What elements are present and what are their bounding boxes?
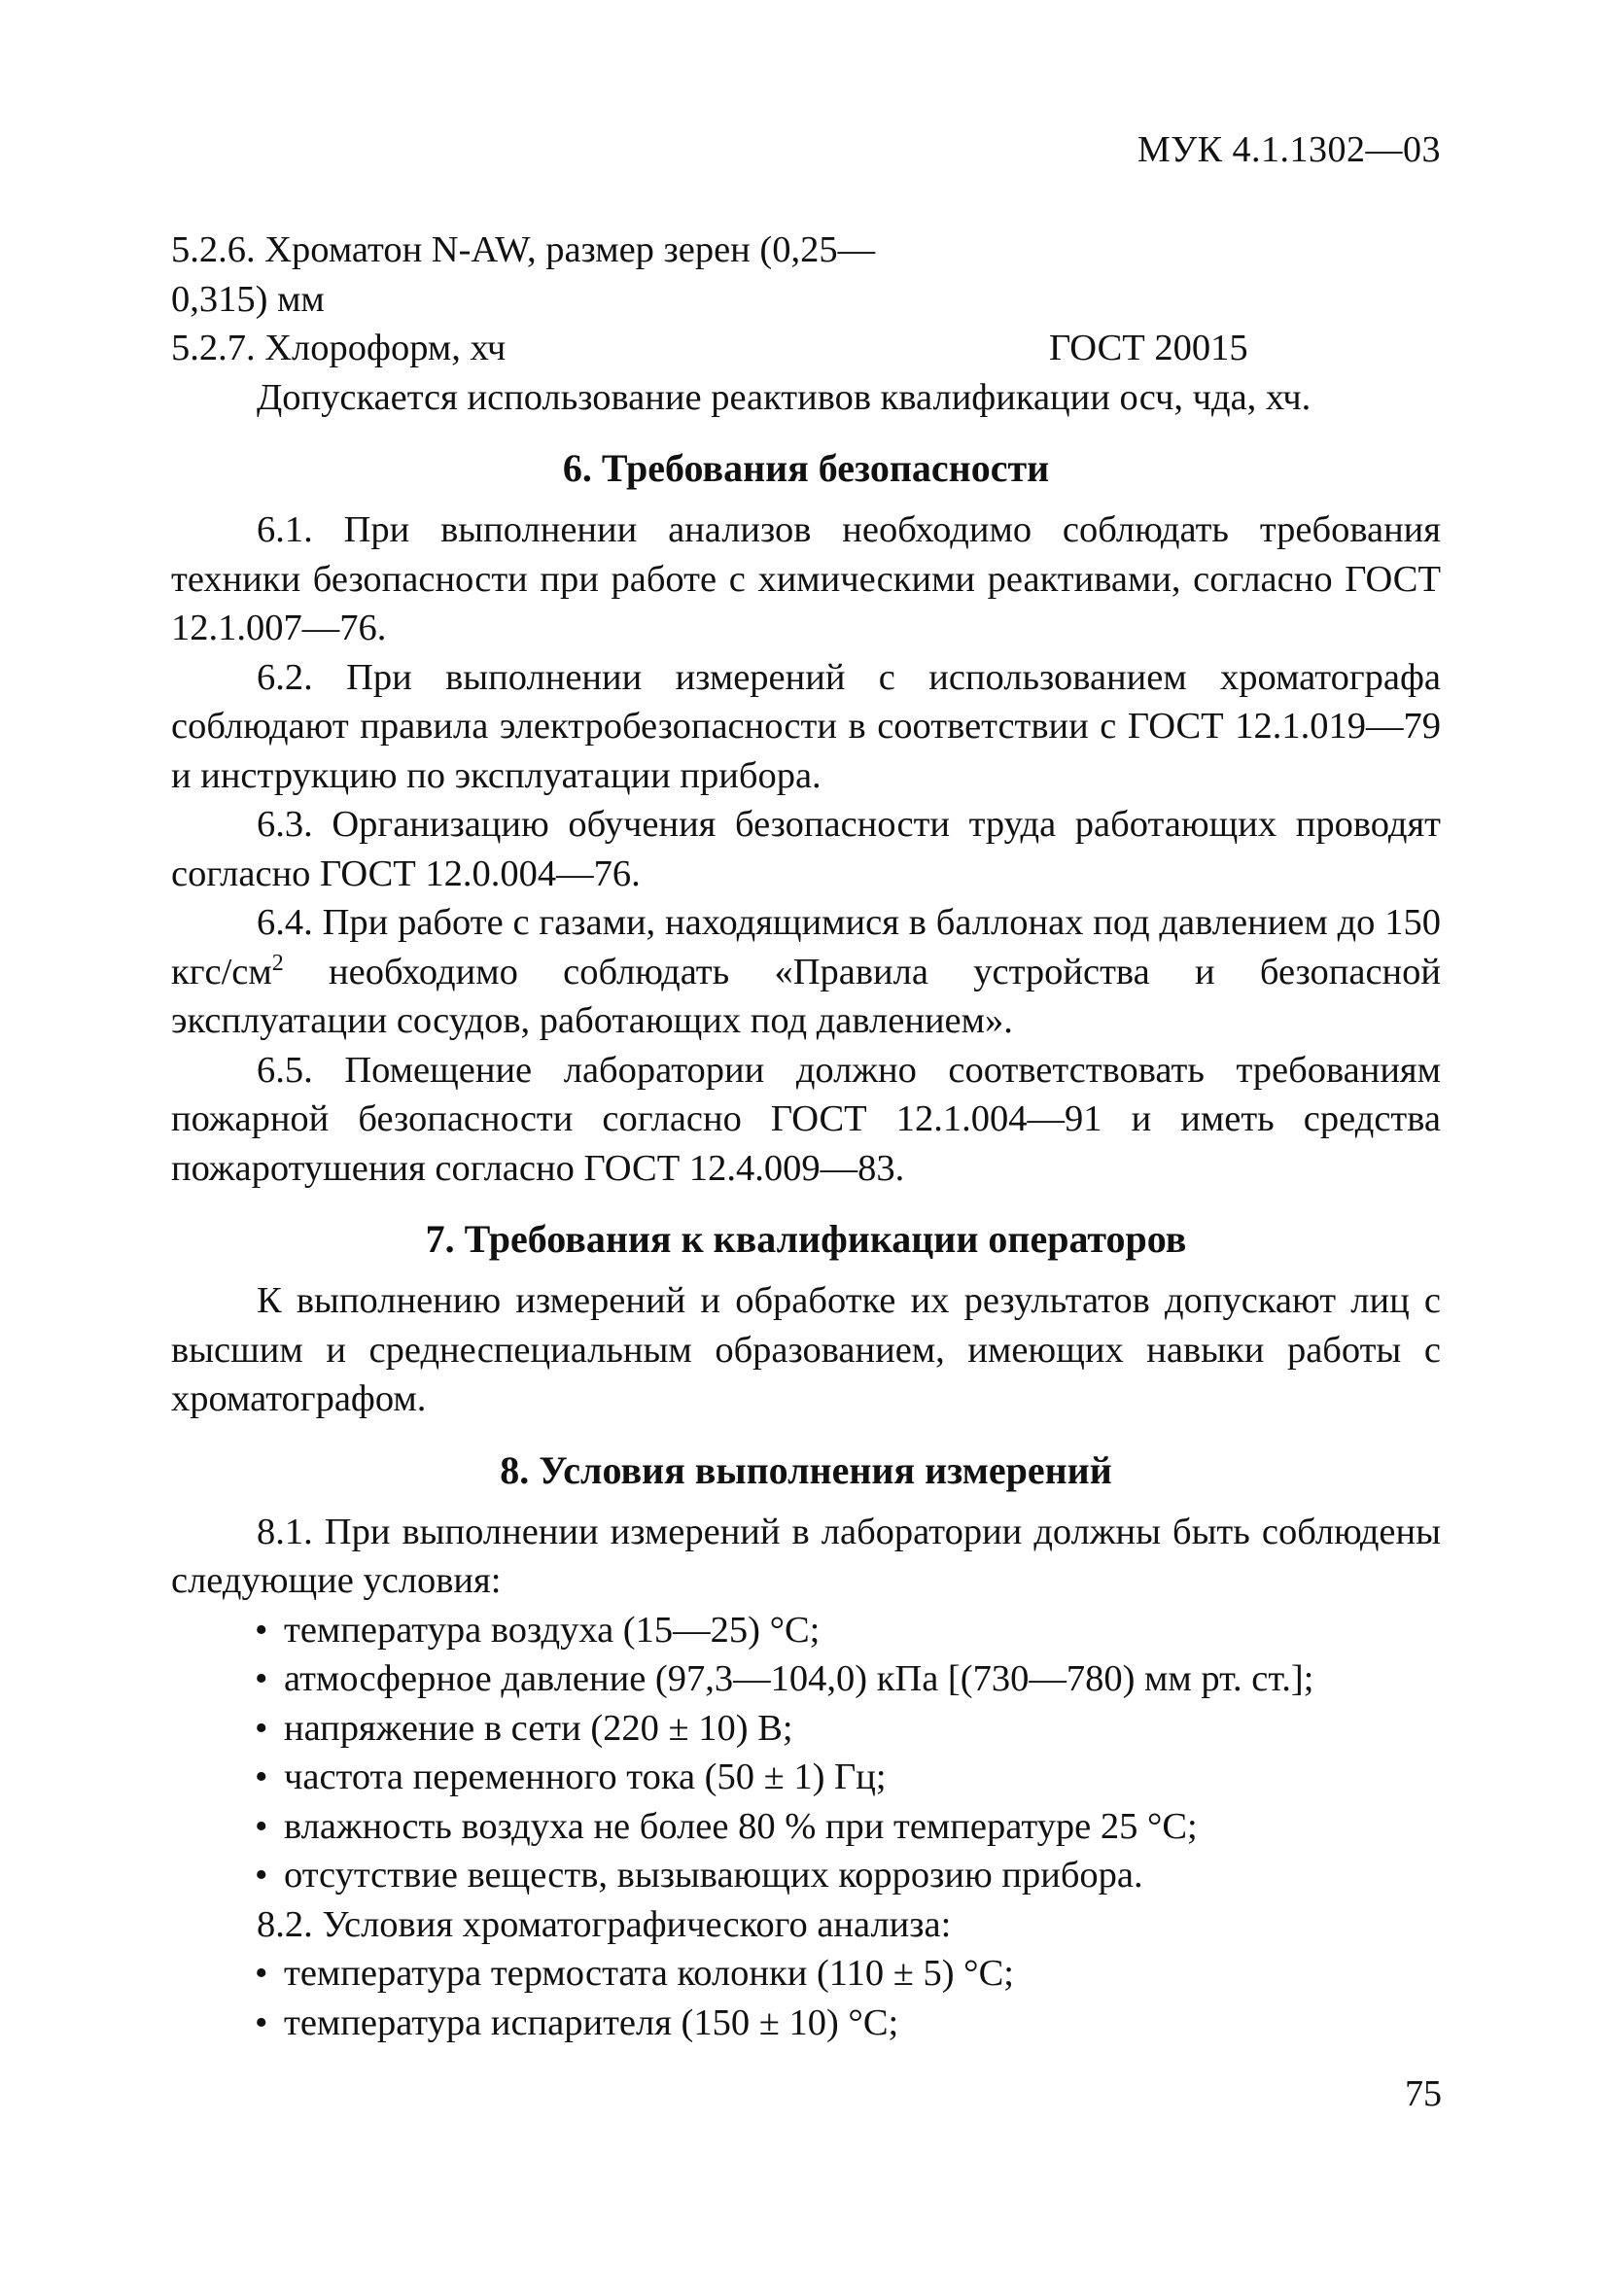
list-item (255, 1606, 1441, 1655)
reagent-5-2-7-row (171, 324, 1441, 373)
bullet-icon: • (255, 1757, 268, 1797)
paragraph-8-2: 8.2. Условия хроматографического анализа: (257, 1903, 952, 1945)
page-number: 75 (1405, 2073, 1442, 2114)
list-item-text: влажность воздуха не более 80 % при температуре 25 °С; (284, 1805, 1198, 1847)
paragraph-7: К выполнению измерений и обработке их результатов допускают лиц с высшим и среднеспециальным образованием, имеющих навыки работы с хроматографом. (171, 1280, 1441, 1419)
paragraph-6-4-part1: 6.4. При работе с газами, находящимися в баллонах под давлением до 150 кгс/см (171, 902, 1441, 992)
list-item-text: температура испарителя (150 ± 10) °С; (284, 2001, 899, 2043)
bullet-icon: • (255, 1805, 268, 1847)
list-item-text: температура воздуха (15—25) °С; (284, 1609, 821, 1651)
reagent-5-2-6-line2: 0,315) мм (171, 278, 325, 320)
bullet-icon: • (255, 1707, 268, 1749)
bullet-icon: • (255, 2001, 268, 2043)
section-7-title: 7. Требования к квалификации операторов (425, 1217, 1187, 1261)
list-item (255, 1704, 1441, 1754)
list-item (255, 1753, 1441, 1802)
paragraph-8-1: 8.1. При выполнении измерений в лаборатории должны быть соблюдены следующие условия: (171, 1511, 1441, 1601)
list-item (255, 1999, 1441, 2048)
paragraph-6-5: 6.5. Помещение лаборатории должно соответствовать требованиям пожарной безопасности согласно ГОСТ 12.1.004—91 и иметь средства пожаротушения согласно ГОСТ 12.4.009—83. (171, 1049, 1441, 1189)
list-item (255, 1654, 1441, 1704)
bullet-icon: • (255, 1953, 268, 1994)
bullet-icon: • (255, 1609, 268, 1651)
list-item (255, 1851, 1441, 1900)
chromatography-conditions-list (171, 1949, 1441, 2047)
reagent-5-2-6-line1: 5.2.6. Хроматон N-AW, размер зерен (0,25— (171, 229, 876, 270)
paragraph-6-4-part2: необходимо соблюдать «Правила устройства и безопасной эксплуатации сосудов, работающих под давлением». (171, 951, 1441, 1041)
list-item-text: отсутствие веществ, вызывающих коррозию прибора. (284, 1855, 1143, 1896)
reagent-note: Допускается использование реактивов квалификации осч, чда, хч. (257, 376, 1312, 418)
list-item-text: температура термостата колонки (110 ± 5) °С; (284, 1953, 1014, 1994)
bullet-icon: • (255, 1658, 268, 1699)
reagent-5-2-7-gost: ГОСТ 20015 (1049, 328, 1248, 368)
list-item-text: напряжение в сети (220 ± 10) В; (284, 1707, 793, 1749)
page-content (171, 226, 1441, 2047)
section-6-title: 6. Требования безопасности (562, 446, 1050, 490)
list-item-text: атмосферное давление (97,3—104,0) кПа [(730—780) мм рт. ст.]; (284, 1658, 1314, 1699)
superscript-2: 2 (271, 950, 284, 976)
reagent-5-2-7-label: 5.2.7. Хлороформ, хч (171, 328, 507, 368)
list-item (255, 1949, 1441, 1999)
conditions-list (171, 1606, 1441, 1900)
paragraph-6-1: 6.1. При выполнении анализов необходимо соблюдать требования техники безопасности при работе с химическими реактивами, согласно ГОСТ 12.1.007—76. (171, 509, 1441, 648)
document-code-header: МУК 4.1.1302—03 (1137, 129, 1441, 170)
paragraph-6-4 (171, 898, 1441, 1046)
bullet-icon: • (255, 1855, 268, 1896)
section-8-title: 8. Условия выполнения измерений (500, 1447, 1112, 1492)
list-item-text: частота переменного тока (50 ± 1) Гц; (284, 1757, 887, 1797)
list-item (255, 1802, 1441, 1852)
paragraph-6-2: 6.2. При выполнении измерений с использованием хроматографа соблюдают правила электробезопасности в соответствии с ГОСТ 12.1.019—79 и инструкцию по эксплуатации прибора. (171, 656, 1441, 796)
paragraph-6-3: 6.3. Организацию обучения безопасности труда работающих проводят согласно ГОСТ 12.0.004—76. (171, 804, 1441, 894)
